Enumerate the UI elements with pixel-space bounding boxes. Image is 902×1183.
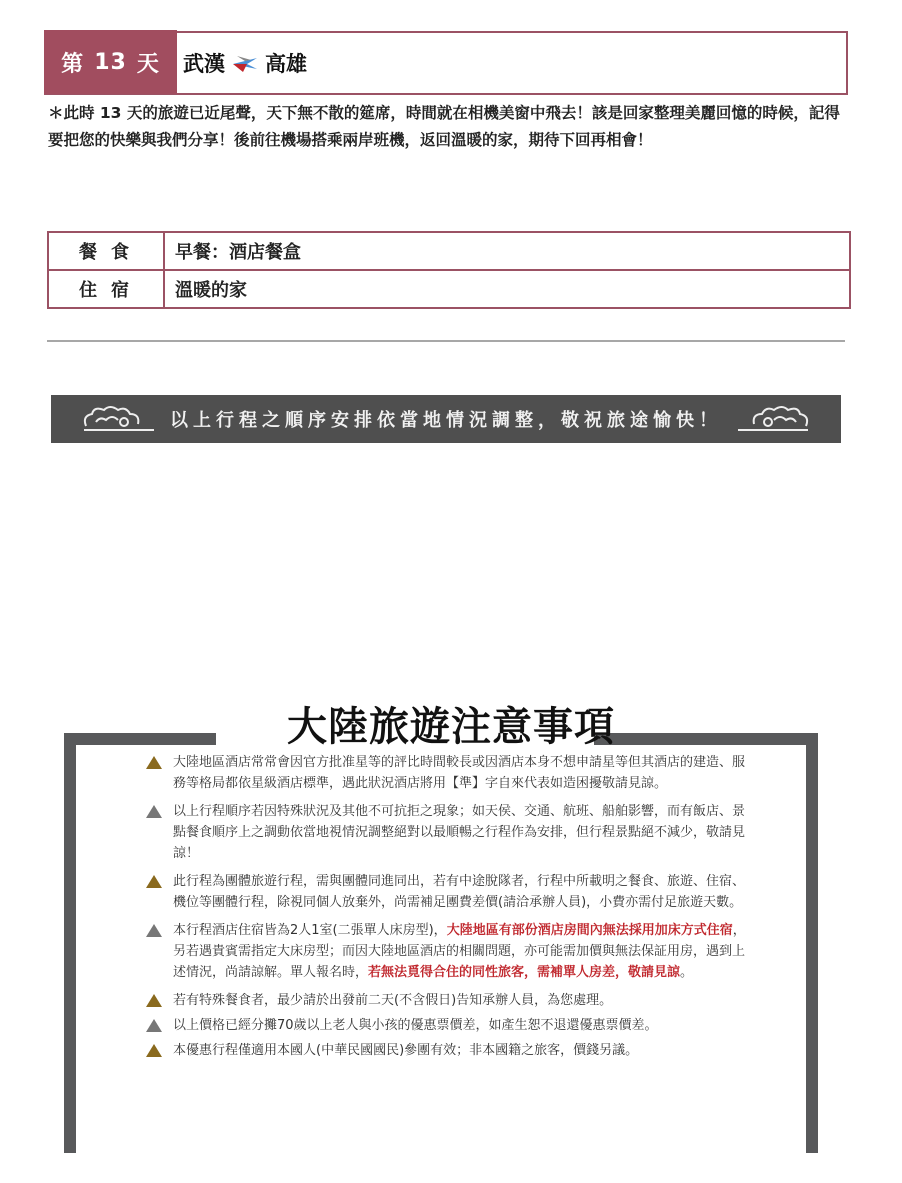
route-to: 高雄 [265, 52, 307, 76]
notice-item [146, 1040, 746, 1061]
route [183, 48, 307, 78]
notice-item [146, 871, 746, 913]
day-number: 13 [94, 49, 127, 75]
notice-highlight: 大陸地區有部份酒店房間內無法採用加床方式住宿 [446, 923, 733, 938]
meal-value: 早餐：酒店餐盒 [164, 232, 850, 270]
cloud-icon [80, 402, 158, 436]
notice-text-part: 本行程酒店住宿皆為2人1室(二張單人床房型)， [173, 923, 447, 938]
notice-banner [51, 395, 841, 443]
warning-triangle-icon [146, 1019, 162, 1032]
notice-item [146, 801, 746, 864]
route-from: 武漢 [183, 52, 225, 76]
notice-list [146, 752, 746, 1065]
notice-text: 此行程為團體旅遊行程，需與團體同進同出，若有中途脫隊者，行程中所載明之餐食、旅遊、住宿、機位等團體行程，除視同個人放棄外，尚需補足團費差價(請洽承辦人員)，小費亦需付足旅遊天數。 [173, 874, 746, 910]
notice-item [146, 752, 746, 794]
notice-highlight: 若無法覓得合住的同性旅客，需補單人房差，敬請見諒 [368, 965, 681, 980]
stay-row [48, 270, 850, 308]
stay-label: 住宿 [48, 270, 164, 308]
notice-item [146, 990, 746, 1011]
day-prefix: 第 [61, 51, 85, 77]
day-suffix: 天 [136, 51, 160, 77]
notice-text: 以上行程順序若因特殊狀況及其他不可抗拒之現象；如天侯、交通、航班、船舶影響，而有飯店、景點餐食順序上之調動依當地視情況調整絕對以最順暢之行程作為安排，但行程景點絕不減少，敬請見諒！ [173, 804, 746, 861]
day-badge [44, 30, 177, 94]
notice-text: 本優惠行程僅適用本國人(中華民國國民)參團有效；非本國籍之旅客，價錢另議。 [173, 1043, 639, 1058]
warning-triangle-icon [146, 994, 162, 1007]
day-description: ＊此時 13 天的旅遊已近尾聲，天下無不散的筵席，時間就在相機美窗中飛去！該是回家整理美麗回憶的時候，記得要把您的快樂與我們分享！後前往機場搭乘兩岸班機，返回溫暖的家，期待下回再相會！ [48, 104, 840, 149]
notice-title: 大陸旅遊注意事項 [287, 704, 615, 750]
notice-item [146, 1015, 746, 1036]
cloud-icon [734, 402, 812, 436]
warning-triangle-icon [146, 805, 162, 818]
banner-text: 以上行程之順序安排依當地情況調整，敬祝旅途愉快！ [170, 410, 722, 431]
warning-triangle-icon [146, 924, 162, 937]
airplane-icon [231, 52, 259, 74]
warning-triangle-icon [146, 1044, 162, 1057]
notice-text-part: 。 [680, 965, 694, 980]
notice-text: 若有特殊餐食者，最少請於出發前二天(不含假日)告知承辦人員，為您處理。 [173, 993, 613, 1008]
day-header [44, 31, 848, 95]
notice-text-part: ，另若遇貴賓需指定大床房型；而因大陸地區酒店的相關問題，亦可能需加價與無法保証用房，遇到上述情況，尚請諒解。單人報名時， [173, 923, 746, 980]
stay-value: 溫暖的家 [164, 270, 850, 308]
divider [47, 340, 845, 342]
info-table [47, 231, 851, 309]
notice-item [146, 920, 746, 983]
notice-text: 以上價格已經分攤70歲以上老人與小孩的優惠票價差，如產生恕不退還優惠票價差。 [173, 1018, 658, 1033]
meal-row [48, 232, 850, 270]
warning-triangle-icon [146, 875, 162, 888]
meal-label: 餐食 [48, 232, 164, 270]
warning-triangle-icon [146, 756, 162, 769]
notice-text: 大陸地區酒店常常會因官方批准星等的評比時間較長或因酒店本身不想申請星等但其酒店的建造、服務等格局都依星級酒店標準，遇此狀況酒店將用【準】字自來代表如造困擾敬請見諒。 [173, 755, 746, 791]
